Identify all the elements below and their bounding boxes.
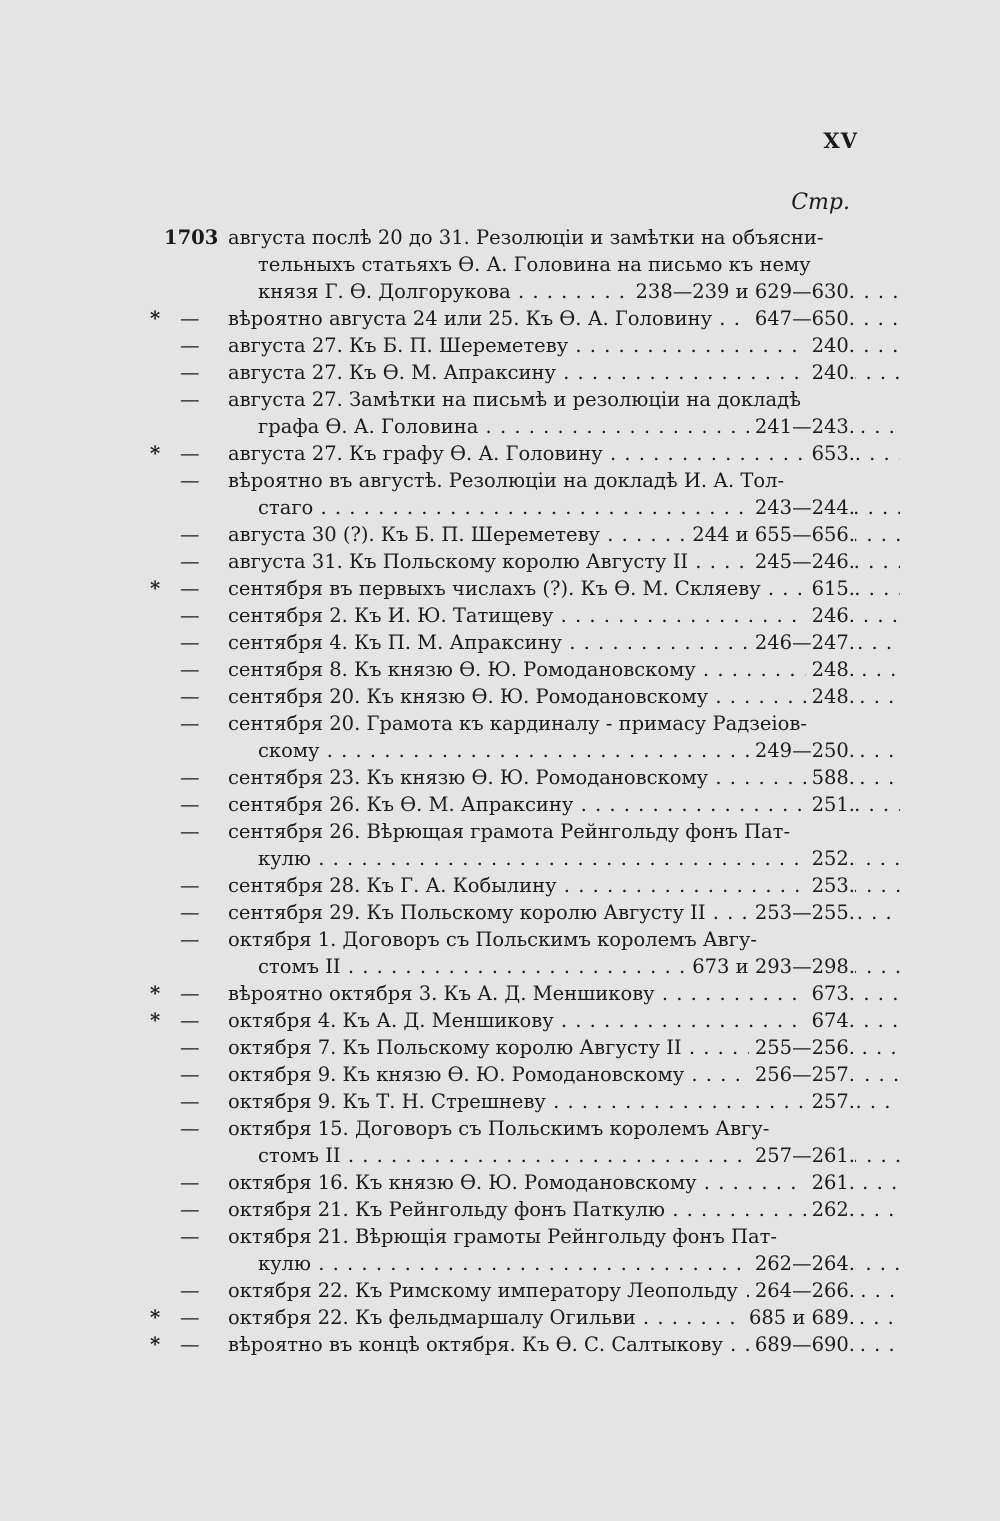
entry-text: тельныхъ статьяхъ Ѳ. А. Головина на письмо къ нему — [258, 253, 811, 276]
entry-text: сентября 20. Грамота къ кардиналу - примасу Радзеіов- — [228, 712, 807, 735]
entry-text: скому . . . — [258, 737, 900, 764]
page-reference: 252. — [806, 845, 855, 872]
toc-entry — [0, 1196, 1000, 1223]
ditto-dash: — — [180, 658, 200, 681]
page-reference: 240. — [806, 332, 855, 359]
page-number: XV — [823, 128, 858, 153]
entry-text: августа 27. Къ графу Ѳ. А. Головину . . . — [228, 440, 900, 467]
toc-entry — [0, 980, 1000, 1007]
toc-entry — [0, 1304, 1000, 1331]
entry-text: октября 22. Къ фельдмаршалу Огильви . . . — [228, 1304, 900, 1331]
page-reference: 245—246. — [749, 548, 855, 575]
ditto-dash: — — [180, 1333, 200, 1356]
toc-line — [0, 1250, 1000, 1277]
entry-text: октября 16. Къ князю Ѳ. Ю. Ромодановскому . . . — [228, 1169, 900, 1196]
entry-text: стомъ II . . . — [258, 953, 900, 980]
entry-text: сентября 26. Вѣрющая грамота Рейнгольду фонъ Пат- — [228, 820, 791, 843]
ditto-dash: — — [180, 631, 200, 654]
toc-entry — [0, 305, 1000, 332]
page-reference: 243—244. — [749, 494, 855, 521]
ditto-dash: — — [180, 712, 200, 735]
page-reference: 257. — [806, 1088, 855, 1115]
toc-line — [0, 332, 1000, 359]
toc-line — [0, 521, 1000, 548]
ditto-dash: — — [180, 1279, 200, 1302]
entry-text: августа 30 (?). Къ Б. П. Шереметеву . . . — [228, 521, 900, 548]
entry-text: сентября 4. Къ П. М. Апраксину . . . — [228, 629, 900, 656]
ditto-dash: — — [180, 577, 200, 600]
page-reference: 240. — [806, 359, 855, 386]
page-reference: 248. — [806, 656, 855, 683]
ditto-dash: — — [180, 604, 200, 627]
page-reference: 238—239 и 629—630. — [630, 278, 855, 305]
toc-line — [0, 440, 1000, 467]
ditto-dash: — — [180, 334, 200, 357]
asterisk-mark: * — [150, 1009, 161, 1032]
entry-text: октября 1. Договоръ съ Польскимъ королемъ Авгу- — [228, 928, 757, 951]
toc-entry — [0, 359, 1000, 386]
entry-text: сентября 28. Къ Г. А. Кобылину . . . — [228, 872, 900, 899]
page-reference: 253. — [806, 872, 855, 899]
toc-line — [0, 602, 1000, 629]
entry-text: вѣроятно октября 3. Къ А. Д. Меншикову . . . — [228, 980, 900, 1007]
asterisk-mark: * — [150, 577, 161, 600]
toc-line — [0, 1142, 1000, 1169]
ditto-dash: — — [180, 1063, 200, 1086]
page-reference: 246. — [806, 602, 855, 629]
ditto-dash: — — [180, 388, 200, 411]
entry-text: кулю . . . — [258, 1250, 900, 1277]
toc-entry — [0, 1061, 1000, 1088]
toc-entry — [0, 818, 1000, 872]
toc-entry — [0, 1223, 1000, 1277]
toc-entry — [0, 683, 1000, 710]
toc-entry — [0, 710, 1000, 764]
toc-entry — [0, 629, 1000, 656]
toc-line — [0, 953, 1000, 980]
toc-line — [0, 467, 1000, 494]
entry-text: вѣроятно августа 24 или 25. Къ Ѳ. А. Головину . . . — [228, 305, 900, 332]
entry-text: сентября 2. Къ И. Ю. Татищеву . . . — [228, 602, 900, 629]
toc-entry — [0, 764, 1000, 791]
toc-line — [0, 872, 1000, 899]
ditto-dash: — — [180, 1009, 200, 1032]
ditto-dash: — — [180, 307, 200, 330]
toc-entry — [0, 602, 1000, 629]
toc-line — [0, 1169, 1000, 1196]
toc-entry — [0, 899, 1000, 926]
asterisk-mark: * — [150, 982, 161, 1005]
toc-entry — [0, 926, 1000, 980]
ditto-dash: — — [180, 874, 200, 897]
toc-entry — [0, 1331, 1000, 1358]
toc-line — [0, 710, 1000, 737]
page-reference: 241—243. — [749, 413, 855, 440]
toc-entry — [0, 791, 1000, 818]
page-reference: 244 и 655—656. — [686, 521, 855, 548]
page-reference: 248. — [806, 683, 855, 710]
entry-text: августа 31. Къ Польскому королю Августу II . . . — [228, 548, 900, 575]
ditto-dash: — — [180, 442, 200, 465]
toc-entry — [0, 1115, 1000, 1169]
asterisk-mark: * — [150, 307, 161, 330]
page-reference: 264—266. — [749, 1277, 855, 1304]
toc-line — [0, 386, 1000, 413]
toc-line — [0, 278, 1000, 305]
toc-line — [0, 926, 1000, 953]
toc-line — [0, 845, 1000, 872]
toc-entry — [0, 440, 1000, 467]
page-reference: 256—257. — [749, 1061, 855, 1088]
toc-entry — [0, 332, 1000, 359]
toc-line — [0, 1061, 1000, 1088]
ditto-dash: — — [180, 928, 200, 951]
entry-text: сентября 8. Къ князю Ѳ. Ю. Ромодановскому . . . — [228, 656, 900, 683]
ditto-dash: — — [180, 550, 200, 573]
page-reference: 615. — [806, 575, 855, 602]
toc-line — [0, 1304, 1000, 1331]
toc-line — [0, 980, 1000, 1007]
toc-line — [0, 494, 1000, 521]
entry-text: вѣроятно въ концѣ октября. Къ Ѳ. С. Салтыкову . . . — [228, 1331, 900, 1358]
asterisk-mark: * — [150, 442, 161, 465]
page-reference: 647—650. — [749, 305, 855, 332]
asterisk-mark: * — [150, 1333, 161, 1356]
toc-line — [0, 1007, 1000, 1034]
ditto-dash: — — [180, 361, 200, 384]
toc-line — [0, 683, 1000, 710]
page-reference: 673. — [806, 980, 855, 1007]
toc-entry — [0, 548, 1000, 575]
ditto-dash: — — [180, 982, 200, 1005]
entry-text: августа послѣ 20 до 31. Резолюціи и замѣтки на объясни- — [228, 226, 824, 249]
toc-line — [0, 791, 1000, 818]
toc-entry — [0, 1007, 1000, 1034]
page-reference: 653. — [806, 440, 855, 467]
ditto-dash: — — [180, 685, 200, 708]
toc-line — [0, 818, 1000, 845]
entry-text: сентября 29. Къ Польскому королю Августу II . . . — [228, 899, 900, 926]
toc-entry — [0, 521, 1000, 548]
toc-entry — [0, 1169, 1000, 1196]
ditto-dash: — — [180, 1036, 200, 1059]
toc-line — [0, 1331, 1000, 1358]
page-reference: 257—261. — [749, 1142, 855, 1169]
page-reference: 251. — [806, 791, 855, 818]
toc-line — [0, 764, 1000, 791]
entry-text: кулю . . . — [258, 845, 900, 872]
toc-entry — [0, 1034, 1000, 1061]
entry-text: октября 9. Къ князю Ѳ. Ю. Ромодановскому . . . — [228, 1061, 900, 1088]
entry-text: октября 15. Договоръ съ Польскимъ королемъ Авгу- — [228, 1117, 770, 1140]
entry-text: октября 22. Къ Римскому императору Леопольду . . . — [228, 1277, 900, 1304]
page-reference: 261. — [806, 1169, 855, 1196]
ditto-dash: — — [180, 523, 200, 546]
toc-line — [0, 1223, 1000, 1250]
entry-text: сентября въ первыхъ числахъ (?). Къ Ѳ. М. Скляеву . . . — [228, 575, 900, 602]
toc-entry — [0, 224, 1000, 305]
toc-line — [0, 413, 1000, 440]
page-reference: 253—255. — [749, 899, 855, 926]
ditto-dash: — — [180, 766, 200, 789]
toc-line — [0, 1115, 1000, 1142]
toc-line — [0, 737, 1000, 764]
page-reference: 246—247. — [749, 629, 855, 656]
toc-entry — [0, 872, 1000, 899]
entry-text: августа 27. Къ Б. П. Шереметеву . . . — [228, 332, 900, 359]
ditto-dash: — — [180, 1225, 200, 1248]
ditto-dash: — — [180, 469, 200, 492]
entry-text: вѣроятно въ августѣ. Резолюціи на докладѣ И. А. Тол- — [228, 469, 785, 492]
toc-entry — [0, 1088, 1000, 1115]
toc-entry — [0, 1277, 1000, 1304]
entry-text: сентября 20. Къ князю Ѳ. Ю. Ромодановскому . . . — [228, 683, 900, 710]
entry-text: стомъ II . . . — [258, 1142, 900, 1169]
page-reference: 673 и 293—298. — [686, 953, 855, 980]
toc-entry — [0, 575, 1000, 602]
table-of-contents — [0, 224, 1000, 1358]
toc-line — [0, 305, 1000, 332]
toc-line — [0, 629, 1000, 656]
ditto-dash: — — [180, 1090, 200, 1113]
entry-text: октября 7. Къ Польскому королю Августу II . . . — [228, 1034, 900, 1061]
entry-text: сентября 26. Къ Ѳ. М. Апраксину . . . — [228, 791, 900, 818]
page-reference: 685 и 689. — [743, 1304, 855, 1331]
page-reference: 262—264. — [749, 1250, 855, 1277]
toc-line — [0, 899, 1000, 926]
ditto-dash: — — [180, 1198, 200, 1221]
page-reference: 689—690. — [749, 1331, 855, 1358]
column-header-pages: Стр. — [791, 190, 850, 215]
entry-text: августа 27. Замѣтки на письмѣ и резолюціи на докладѣ — [228, 388, 801, 411]
page-reference: 674. — [806, 1007, 855, 1034]
ditto-dash: — — [180, 1117, 200, 1140]
toc-entry — [0, 656, 1000, 683]
entry-text: октября 9. Къ Т. Н. Стрешневу . . . — [228, 1088, 900, 1115]
page-reference: 249—250. — [749, 737, 855, 764]
ditto-dash: — — [180, 1171, 200, 1194]
toc-line — [0, 575, 1000, 602]
toc-line — [0, 1034, 1000, 1061]
entry-year: 1703 — [164, 226, 219, 249]
ditto-dash: — — [180, 820, 200, 843]
page-reference: 255—256. — [749, 1034, 855, 1061]
entry-text: стаго . . . — [258, 494, 900, 521]
toc-line — [0, 224, 1000, 251]
toc-line — [0, 548, 1000, 575]
entry-text: октября 21. Вѣрющія грамоты Рейнгольду фонъ Пат- — [228, 1225, 778, 1248]
toc-entry — [0, 386, 1000, 440]
toc-entry — [0, 467, 1000, 521]
toc-line — [0, 251, 1000, 278]
toc-line — [0, 1088, 1000, 1115]
entry-text: графа Ѳ. А. Головина . . . — [258, 413, 900, 440]
entry-text: октября 4. Къ А. Д. Меншикову . . . — [228, 1007, 900, 1034]
entry-text: князя Г. Ѳ. Долгорукова . . . — [258, 278, 900, 305]
entry-text: сентября 23. Къ князю Ѳ. Ю. Ромодановскому . . . — [228, 764, 900, 791]
ditto-dash: — — [180, 793, 200, 816]
entry-text: октября 21. Къ Рейнгольду фонъ Паткулю . . . — [228, 1196, 900, 1223]
toc-line — [0, 359, 1000, 386]
ditto-dash: — — [180, 901, 200, 924]
entry-text: августа 27. Къ Ѳ. М. Апраксину . . . — [228, 359, 900, 386]
asterisk-mark: * — [150, 1306, 161, 1329]
toc-line — [0, 1196, 1000, 1223]
ditto-dash: — — [180, 1306, 200, 1329]
page-reference: 588. — [806, 764, 855, 791]
page-reference: 262. — [806, 1196, 855, 1223]
toc-line — [0, 1277, 1000, 1304]
toc-line — [0, 656, 1000, 683]
